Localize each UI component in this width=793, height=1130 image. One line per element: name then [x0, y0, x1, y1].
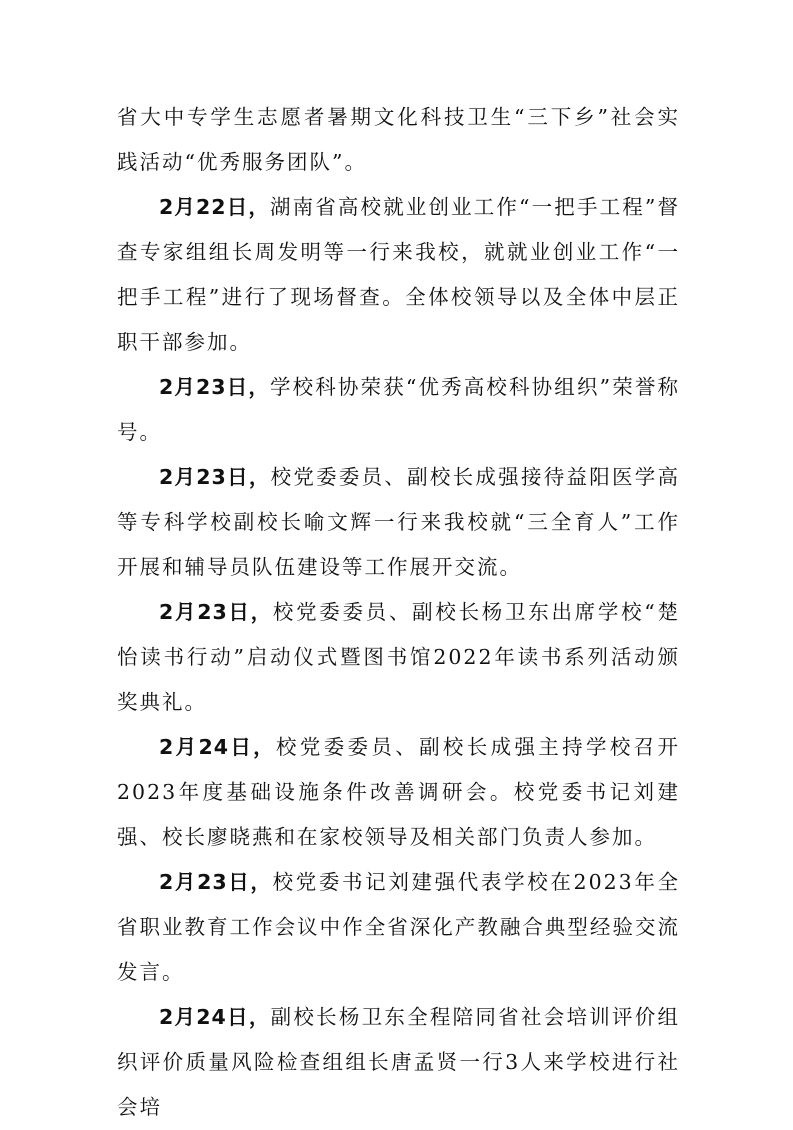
paragraph-text: 校党委委员、副校长杨卫东出席学校“楚怡读书行动”启动仪式暨图书馆2022年读书系列活动颁奖典礼。	[117, 600, 681, 714]
paragraph-entry	[117, 455, 680, 590]
paragraph-text: 学校科协荣获“优秀高校科协组织”荣誉称号。	[117, 375, 680, 444]
paragraph-continued	[117, 95, 680, 185]
entry-date: 2月23日，	[159, 465, 271, 489]
paragraph-text: 校党委书记刘建强代表学校在2023年全省职业教育工作会议中作全省深化产教融合典型经验交流发言。	[117, 870, 681, 984]
paragraph-entry	[117, 725, 680, 860]
paragraph-entry	[117, 590, 680, 725]
entry-date: 2月22日，	[159, 195, 270, 219]
entry-date: 2月24日，	[159, 1005, 271, 1029]
paragraph-entry	[117, 365, 680, 455]
paragraph-text: 校党委委员、副校长成强主持学校召开2023年度基础设施条件改善调研会。校党委书记刘建强、校长廖晓燕和在家校领导及相关部门负责人参加。	[117, 735, 681, 849]
paragraph-text: 校党委委员、副校长成强接待益阳医学高等专科学校副校长喻文辉一行来我校就“三全育人”工作开展和辅导员队伍建设等工作展开交流。	[117, 465, 680, 579]
entry-date: 2月23日，	[159, 870, 273, 894]
paragraph-entry	[117, 185, 680, 365]
entry-date: 2月23日，	[159, 375, 270, 399]
entry-date: 2月23日，	[159, 600, 273, 624]
paragraph-text: 湖南省高校就业创业工作“一把手工程”督查专家组组长周发明等一行来我校，就就业创业工作“一把手工程”进行了现场督查。全体校领导以及全体中层正职干部参加。	[117, 195, 680, 354]
paragraph-entry	[117, 995, 680, 1130]
paragraph-entry	[117, 860, 680, 995]
paragraph-text: 副校长杨卫东全程陪同省社会培训评价组织评价质量风险检查组组长唐孟贤一行3人来学校进行社会培	[117, 1005, 680, 1119]
document-body	[117, 95, 680, 1130]
entry-date: 2月24日，	[159, 735, 277, 759]
paragraph-text: 省大中专学生志愿者暑期文化科技卫生“三下乡”社会实践活动“优秀服务团队”。	[117, 105, 680, 174]
